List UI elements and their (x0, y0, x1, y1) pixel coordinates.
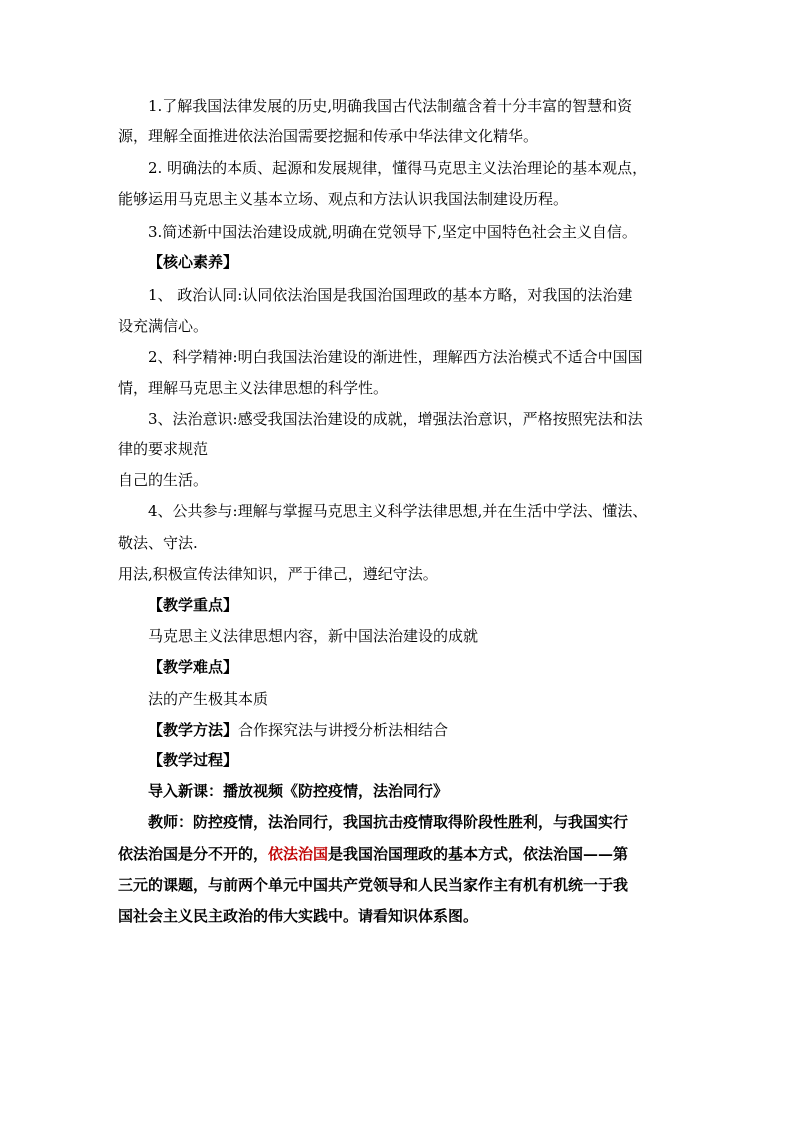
key-points-heading: 【教学重点】 (148, 596, 239, 614)
core-item-1-line2: 设充满信心。 (118, 317, 209, 335)
objective-2-line1: 2. 明确法的本质、起源和发展规律，懂得马克思主义法治理论的基本观点， (148, 159, 648, 177)
methods-text: 合作探究法与讲授分析法相结合 (238, 721, 449, 739)
core-item-1-line1: 1、 政治认同:认同依法治国是我国治国理政的基本方略，对我国的法治建 (148, 286, 633, 304)
core-item-3-line3: 自己的生活。 (118, 471, 209, 489)
objective-3-line1: 3.简述新中国法治建设成就,明确在党领导下,坚定中国特色社会主义自信。 (148, 223, 637, 241)
core-item-2-line1: 2、科学精神:明白我国法治建设的渐进性，理解西方法治模式不适合中国国 (148, 348, 643, 366)
teacher-paragraph-line4: 国社会主义民主政治的伟大实践中。请看知识体系图。 (118, 907, 479, 925)
intro-line: 导入新课：播放视频《防控疫情，法治同行》 (148, 782, 449, 800)
key-points-text: 马克思主义法律思想内容，新中国法治建设的成就 (148, 627, 479, 645)
methods-heading: 【教学方法】 (148, 721, 239, 739)
core-item-4-line1: 4、公共参与:理解与掌握马克思主义科学法律思想,并在生活中学法、懂法、 (148, 502, 648, 520)
highlight-rule-of-law: 依法治国 (268, 845, 329, 863)
methods-line (148, 720, 708, 740)
objective-1-line2: 源，理解全面推进依法治国需要挖掘和传承中华法律文化精华。 (118, 127, 539, 145)
teacher-paragraph-line3: 三元的课题，与前两个单元中国共产党领导和人民当家作主有机有机统一于我 (118, 876, 629, 894)
core-item-3-line2: 律的要求规范 (118, 440, 209, 458)
teacher-paragraph-line1: 教师：防控疫情，法治同行，我国抗击疫情取得阶段性胜利，与我国实行 (148, 813, 629, 831)
paragraph-text-b: 是我国治国理政的基本方式，依法治国——第 (328, 845, 629, 863)
teacher-paragraph-line2 (118, 844, 678, 864)
difficulties-heading: 【教学难点】 (148, 658, 239, 676)
core-literacy-heading: 【核心素养】 (148, 253, 239, 271)
objective-2-line2: 能够运用马克思主义基本立场、观点和方法认识我国法制建设历程。 (118, 190, 569, 208)
core-item-4-line3: 用法,积极宣传法律知识，严于律己，遵纪守法。 (118, 565, 438, 583)
core-item-2-line2: 情，理解马克思主义法律思想的科学性。 (118, 379, 389, 397)
process-heading: 【教学过程】 (148, 751, 239, 769)
paragraph-text-a: 依法治国是分不开的， (118, 845, 269, 863)
core-item-3-line1: 3、法治意识:感受我国法治建设的成就，增强法治意识，严格按照宪法和法 (148, 410, 643, 428)
difficulties-text: 法的产生极其本质 (148, 690, 269, 708)
core-item-4-line2: 敬法、守法. (118, 534, 198, 552)
objective-1-line1: 1.了解我国法律发展的历史,明确我国古代法制蕴含着十分丰富的智慧和资 (148, 97, 633, 115)
